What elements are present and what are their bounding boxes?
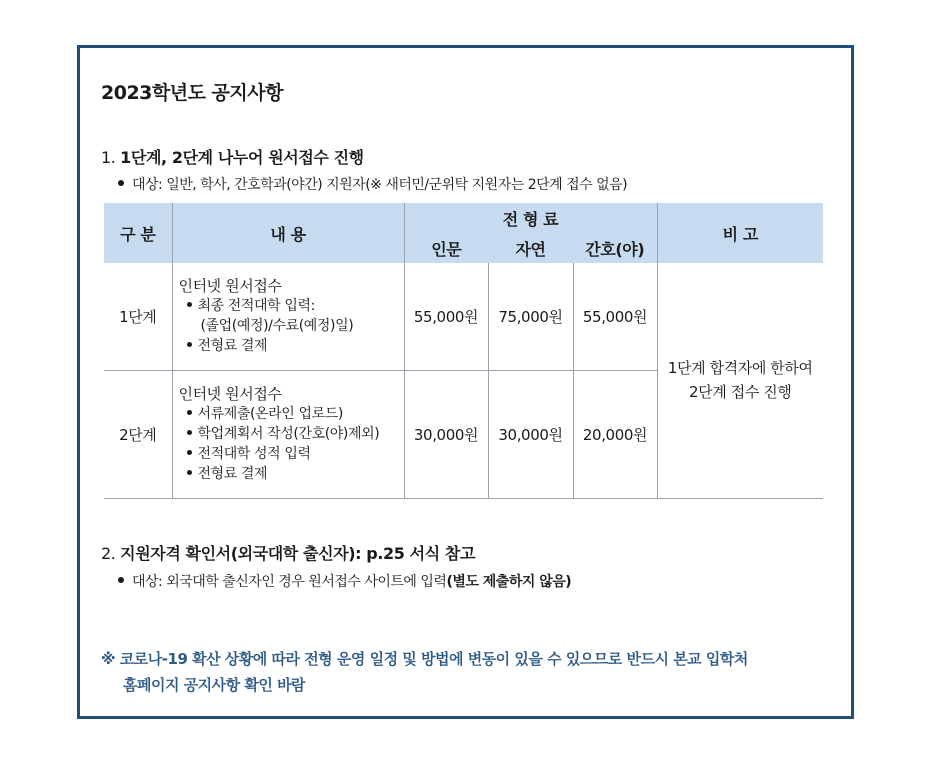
section-2-title: 지원자격 확인서(외국대학 출신자): p.25 서식 참고 — [120, 544, 476, 563]
section-1-heading — [101, 145, 364, 168]
bullet-icon — [118, 577, 124, 583]
section-1-number: 1. — [101, 148, 116, 167]
list-item: 전적대학 성적 입력 — [179, 444, 404, 464]
section-1-bullet-text: 대상: 일반, 학사, 간호학과(야간) 지원자(※ 새터민/군위탁 지원자는 2단계 접수 없음) — [132, 177, 628, 193]
notice-line-2: 홈페이지 공지사항 확인 바람 — [123, 676, 306, 694]
bullet-icon — [187, 430, 192, 435]
section-1-title: 1단계, 2단계 나누어 원서접수 진행 — [120, 148, 364, 167]
header-fee: 전 형 료 — [404, 203, 657, 233]
row-content — [172, 370, 404, 498]
covid-notice — [101, 646, 748, 698]
fee-nursing: 20,000원 — [573, 370, 657, 498]
bullet-icon — [118, 180, 124, 186]
bullet-icon — [187, 302, 192, 307]
section-1-bullet — [118, 174, 627, 194]
section-2-bullet-text: 대상: 외국대학 출신자인 경우 원서접수 사이트에 입력 — [132, 574, 447, 590]
list-item: 전형료 결제 — [179, 464, 404, 484]
header-science: 자연 — [488, 233, 573, 263]
header-division: 구 분 — [104, 203, 172, 263]
content-head: 인터넷 원서접수 — [178, 385, 282, 403]
fee-nursing: 55,000원 — [573, 263, 657, 370]
bullet-icon — [187, 342, 192, 347]
row-content — [172, 263, 404, 370]
list-item: 최종 전적대학 입력: — [179, 296, 404, 316]
row-division: 1단계 — [104, 263, 172, 370]
header-nursing: 간호(야) — [573, 233, 657, 263]
header-remarks: 비 고 — [657, 203, 823, 263]
table-row — [104, 263, 823, 370]
bullet-icon — [187, 410, 192, 415]
section-2-bullet-bold: (별도 제출하지 않음) — [446, 574, 572, 590]
header-content: 내 용 — [172, 203, 404, 263]
list-item: 학업계획서 작성(간호(야)제외) — [179, 424, 404, 444]
list-item: 전형료 결제 — [179, 336, 404, 356]
fee-humanities: 30,000원 — [404, 370, 488, 498]
fee-science: 30,000원 — [488, 370, 573, 498]
remarks-line-2: 2단계 접수 진행 — [689, 383, 792, 402]
list-item: 서류제출(온라인 업로드) — [179, 404, 404, 424]
content-head: 인터넷 원서접수 — [178, 277, 282, 296]
section-2-bullet — [118, 571, 571, 591]
fee-table — [104, 203, 823, 499]
remarks-line-1: 1단계 합격자에 한하여 — [667, 359, 813, 378]
page-title: 2023학년도 공지사항 — [101, 82, 283, 104]
header-humanities: 인문 — [404, 233, 488, 263]
remarks-cell — [657, 263, 823, 498]
section-2-heading — [101, 541, 475, 564]
bullet-icon — [187, 450, 192, 455]
notice-line-1: ※ 코로나-19 확산 상황에 따라 전형 운영 일정 및 방법에 변동이 있을 수 있으므로 반드시 본교 입학처 — [101, 650, 748, 668]
section-2-number: 2. — [101, 544, 116, 563]
row-division: 2단계 — [104, 370, 172, 498]
fee-science: 75,000원 — [488, 263, 573, 370]
bullet-icon — [187, 470, 192, 475]
fee-humanities: 55,000원 — [404, 263, 488, 370]
list-item-sub: (졸업(예정)/수료(예정)일) — [200, 318, 354, 335]
